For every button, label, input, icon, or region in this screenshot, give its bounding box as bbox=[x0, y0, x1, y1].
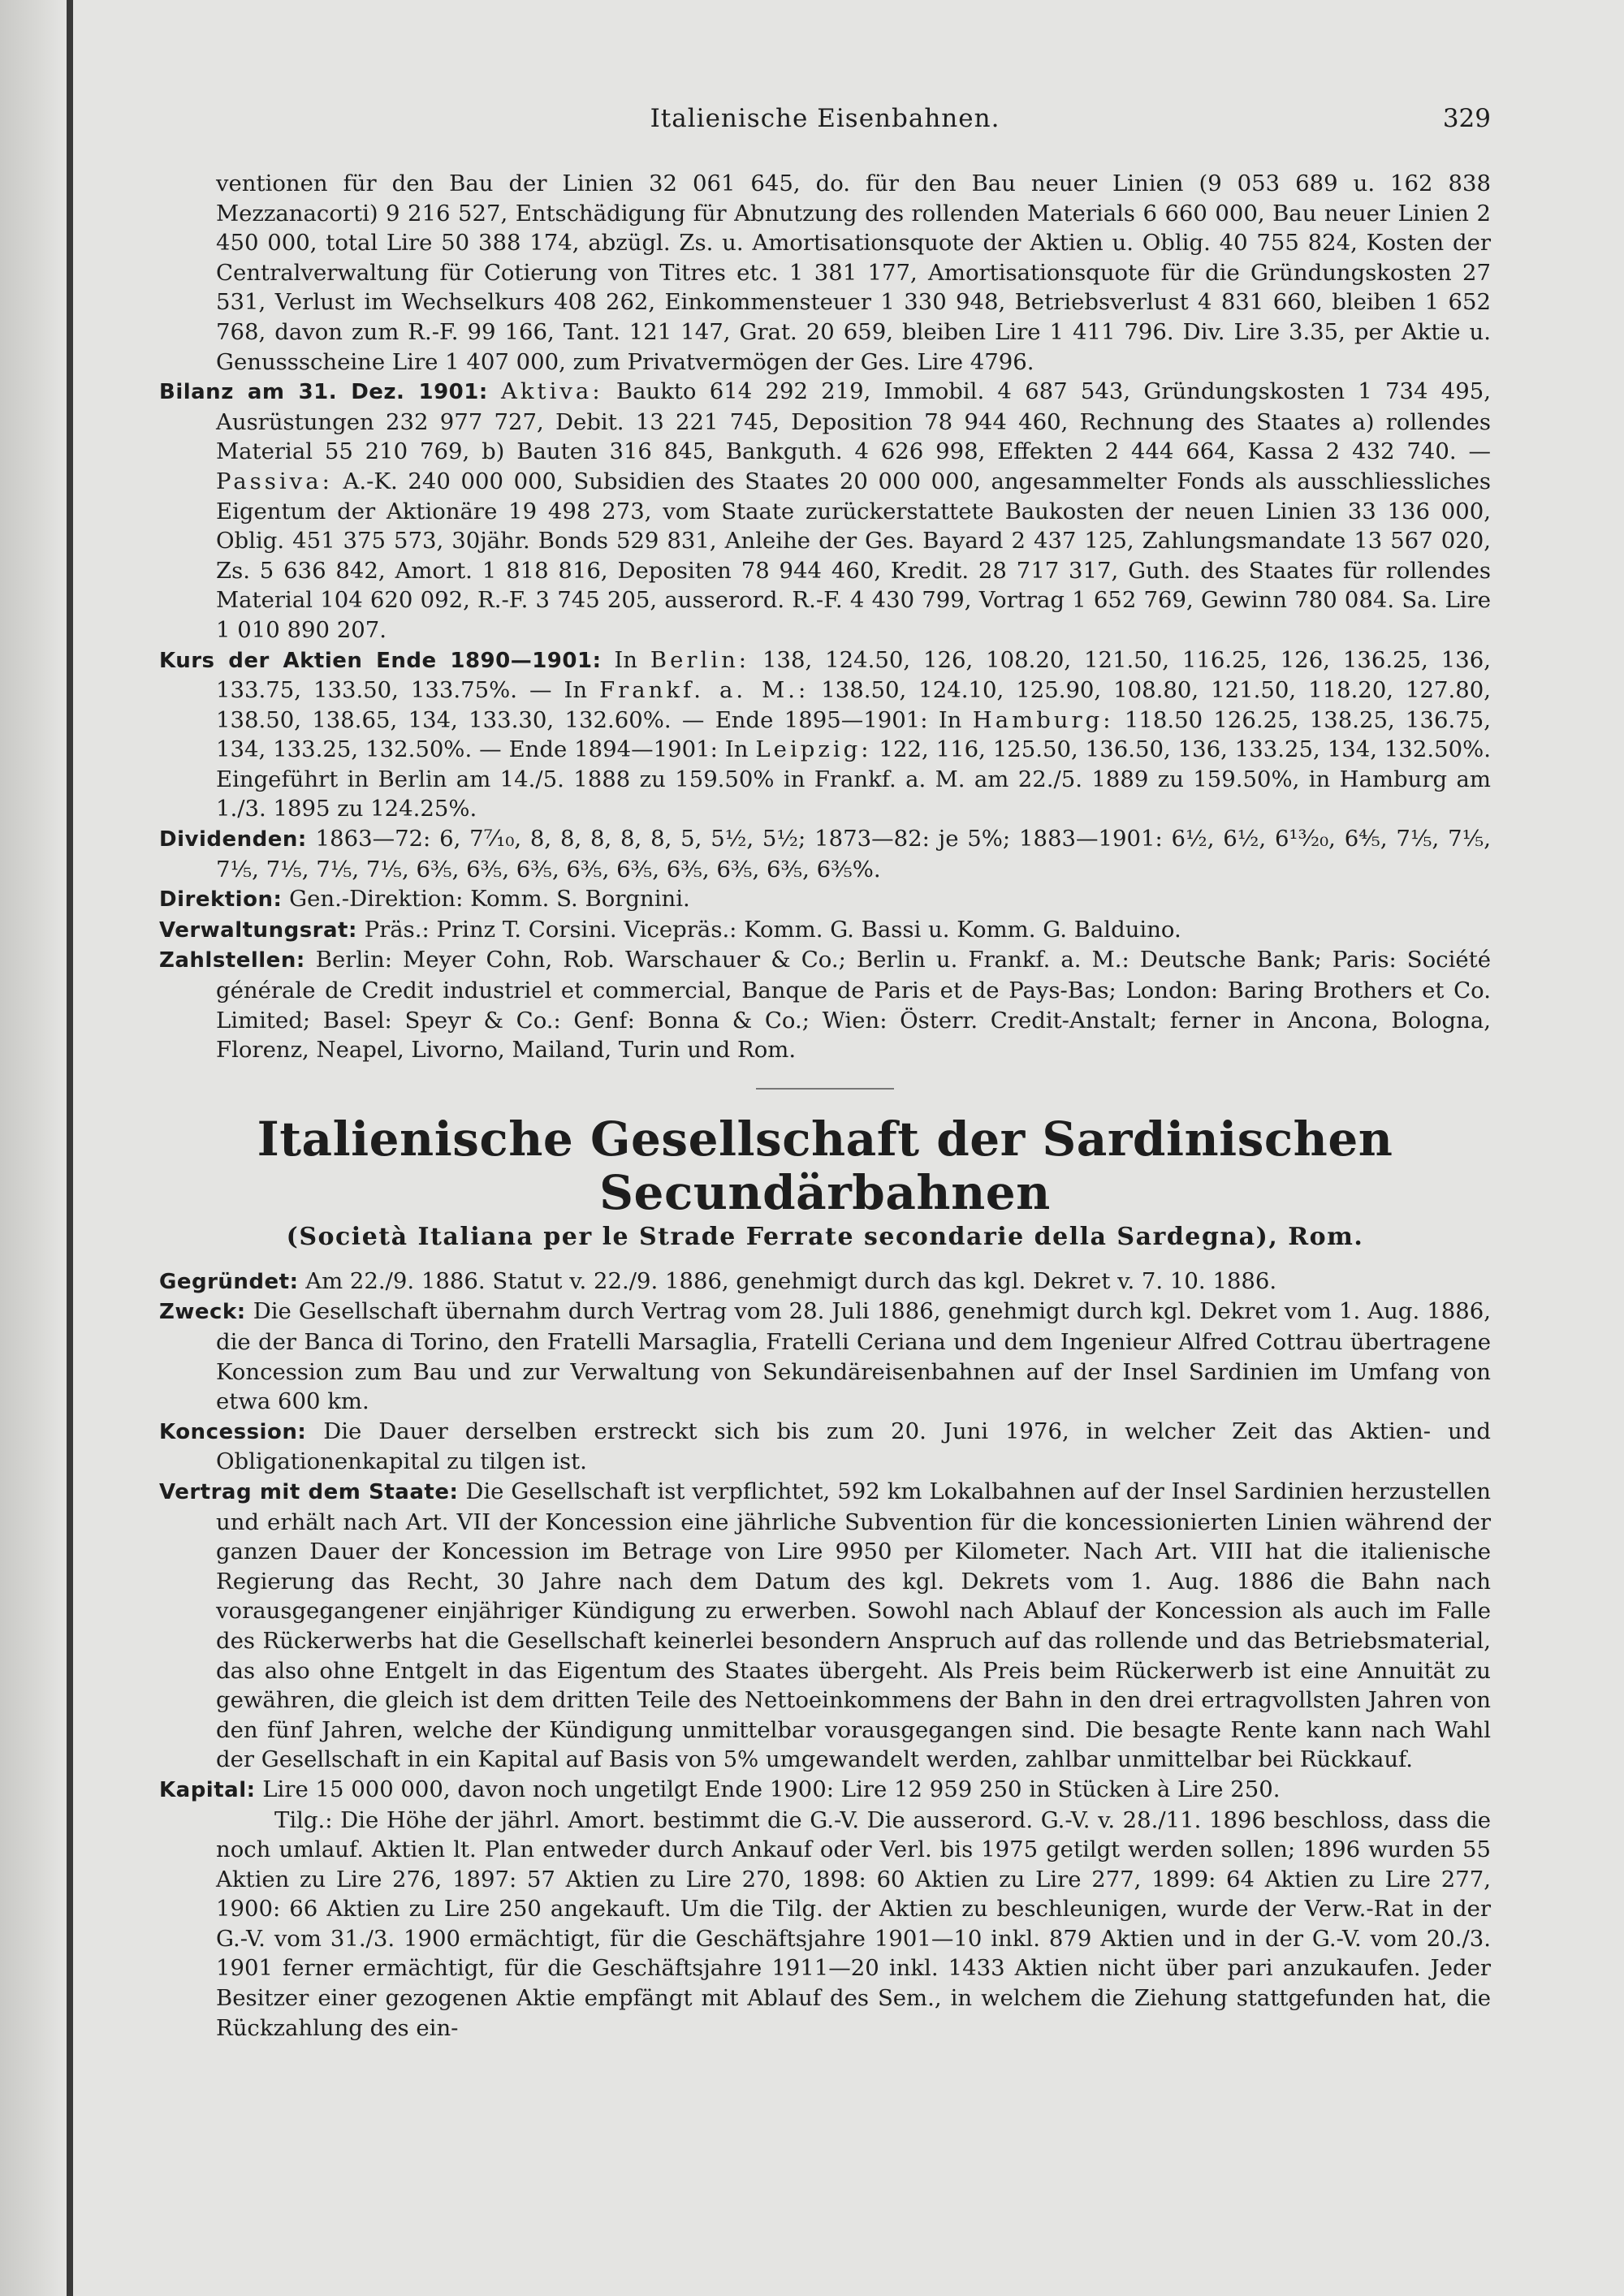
koncession-text: Die Dauer derselben erstreckt sich bis zum 20. Juni 1976, in welcher Zeit das Aktien- und Obligationenkapital zu tilgen ist. bbox=[216, 1418, 1491, 1475]
gegruendet-label: Gegründet: bbox=[159, 1269, 299, 1294]
zahlstellen-text: Berlin: Meyer Cohn, Rob. Warschauer & Co.; Berlin u. Frankf. a. M.: Deutsche Bank; Paris: Société générale de Credit industriel et commercial, Banque de Paris et de Pays-Bas; London: Baring Brothers et Co. Limited; Basel: Speyr & Co.: Genf: Bonna & Co.; Wien: Österr. Credit-Anstalt; ferner in Ancona, Bologna, Florenz, Neapel, Livorno, Mailand, Turin und Rom. bbox=[216, 947, 1491, 1064]
dividenden-entry bbox=[159, 824, 1491, 884]
tilgung-entry bbox=[159, 1806, 1491, 2044]
passiva-label: Passiva: bbox=[216, 468, 333, 494]
zahlstellen-label: Zahlstellen: bbox=[159, 948, 305, 973]
kurs-hamburg-values: 118.50 126.25, 138.25, 136.75, 134, 133.25, 132.50%. — Ende 1894—1901: bbox=[216, 706, 1492, 763]
zweck-entry bbox=[159, 1297, 1491, 1416]
aktiva-label: Aktiva: bbox=[501, 378, 603, 405]
zahlstellen-entry bbox=[159, 945, 1491, 1064]
koncession-label: Koncession: bbox=[159, 1419, 307, 1444]
bilanz-entry bbox=[159, 377, 1491, 645]
revenue-continuation: ventionen für den Bau der Linien 32 061 645, do. für den Bau neuer Linien (9 053 689 u. 162 838 Mezzanacorti) 9 216 527, Entschädigung für Abnutzung des rollenden Materials 6 660 000, Bau neuer Linien 2 450 000, total Lire 50 388 174, abzügl. Zs. u. Amortisationsquote der Aktien u. Oblig. 40 755 824, Kosten der Centralverwaltung für Cotierung von Titres etc. 1 381 177, Amortisationsquote für die Gründungskosten 27 531, Verlust im Wechselkurs 408 262, Einkommensteuer 1 330 948, Betriebsverlust 4 831 660, bleiben 1 652 768, davon zum R.-F. 99 166, Tant. 121 147, Grat. 20 659, bleiben Lire 1 411 796. Div. Lire 3.35, per Aktie u. Genussscheine Lire 1 407 000, zum Privatvermögen der Ges. Lire 4796. bbox=[216, 170, 1491, 375]
kurs-leipzig-label: Leipzig: bbox=[755, 736, 872, 763]
company-subtitle: (Società Italiana per le Strade Ferrate secondarie della Sardegna), Rom. bbox=[286, 1222, 1364, 1251]
kapital-entry bbox=[159, 1775, 1491, 1806]
kurs-berlin-label: Berlin: bbox=[650, 646, 750, 673]
vertrag-text: Die Gesellschaft ist verpflichtet, 592 km Lokalbahnen auf der Insel Sardinien herzustellen und erhält nach Art. VII der Koncession eine jährliche Subvention für die koncessionierten Linien während der ganzen Dauer der Koncession im Betrage von Lire 9950 per Kilometer. Nach Art. VIII hat die italienische Regierung das Recht, 30 Jahre nach dem Datum des kgl. Dekrets vom 1. Aug. 1886 die Bahn nach vorausgegangener einjähriger Kündigung zu erwerben. Sowohl nach Ablauf der Koncession als auch im Falle des Rückerwerbs hat die Gesellschaft keinerlei besondern Anspruch auf das rollende und das Betriebsmaterial, das also ohne Entgelt in das Eigentum des Staates übergeht. Als Preis beim Rückerwerb ist eine Annuität zu gewähren, die gleich ist dem dritten Teile des Nettoeinkommens der Bahn in den drei ertragvollsten Jahren von den fünf Jahren, welche der Kündigung unmittelbar vorausgegangen sind. Die besagte Rente kann nach Wahl der Gesellschaft in ein Kapital auf Basis von 5% umgewandelt werden, zahlbar unmittelbar bei Rückkauf. bbox=[216, 1478, 1491, 1773]
vertrag-label: Vertrag mit dem Staate: bbox=[159, 1479, 459, 1504]
kurs-hamburg-label: Hamburg: bbox=[972, 706, 1114, 733]
bilanz-passiva-text: A.-K. 240 000 000, Subsidien des Staates 20 000 000, angesammelter Fonds als ausschliessliches Eigentum der Aktionäre 19 498 273, vom Staate zurückerstattete Baukosten der neuen Linien 33 136 000, Oblig. 451 375 573, 30jähr. Bonds 529 831, Anleihe der Ges. Bayard 2 437 125, Zahlungsmandate 13 567 020, Zs. 5 636 842, Amort. 1 818 816, Depositen 78 944 460, Kredit. 28 717 317, Guth. des Staates für rollendes Material 104 620 092, R.-F. 3 745 205, ausserord. R.-F. 4 430 799, Vortrag 1 652 769, Gewinn 780 084. Sa. Lire 1 010 890 207. bbox=[216, 468, 1492, 643]
kurs-leipzig-values: 122, 116, 125.50, 136.50, 136, 133.25, 134, 132.50%. Eingeführt in Berlin am 14./5. 1888 zu 159.50% in Frankf. a. M. am 22./5. 1889 zu 159.50%, in Hamburg am 1./3. 1895 zu 124.25%. bbox=[216, 736, 1491, 822]
kapital-text: Lire 15 000 000, davon noch ungetilgt Ende 1900: Lire 12 959 250 in Stücken à Lire 250. bbox=[262, 1776, 1281, 1802]
zweck-label: Zweck: bbox=[159, 1300, 246, 1325]
section-divider bbox=[756, 1088, 894, 1090]
bilanz-aktiva-text: Baukto 614 292 219, Immobil. 4 687 543, Gründungskosten 1 734 495, Ausrüstungen 232 977 727, Debit. 13 221 745, Deposition 78 944 460, Rechnung des Staates a) rollendes Material 55 210 769, b) Bauten 316 845, Bankguth. 4 626 998, Effekten 2 444 664, Kassa 2 432 740. — bbox=[216, 378, 1492, 465]
kurs-frankfurt-label: Frankf. a. M.: bbox=[599, 677, 810, 704]
tilgung-text: Die Höhe der jährl. Amort. bestimmt die G.-V. Die ausserord. G.-V. v. 28./11. 1896 beschloss, dass die noch umlauf. Aktien lt. Plan entweder durch Ankauf oder Verl. bis 1975 getilgt werden sollen; 1896 wurden 55 Aktien zu Lire 276, 1897: 57 Aktien zu Lire 270, 1898: 60 Aktien zu Lire 277, 1899: 64 Aktien zu Lire 277, 1900: 66 Aktien zu Lire 250 angekauft. Um die Tilg. der Aktien zu beschleunigen, wurde der Verw.-Rat in der G.-V. vom 31./3. 1900 ermächtigt, für die Geschäftsjahre 1901—10 inkl. 879 Aktien und in der G.-V. vom 20./3. 1901 ferner ermächtigt, für die Geschäftsjahre 1911—20 inkl. 1433 Aktien nicht über pari anzukaufen. Jeder Besitzer einer gezogenen Aktie empfängt mit Ablauf des Sem., in welchem die Ziehung stattgefunden hat, die Rückzahlung des ein- bbox=[216, 1806, 1491, 2041]
company-title: Italienische Gesellschaft der Sardinischen Secundärbahnen bbox=[257, 1111, 1393, 1220]
koncession-entry bbox=[159, 1417, 1491, 1477]
page-number: 329 bbox=[1442, 104, 1491, 133]
dividenden-label: Dividenden: bbox=[159, 827, 307, 852]
page-header bbox=[159, 104, 1491, 136]
kurs-entry: Kurs der Aktien Ende 1890—1901: In Berlin: 138, 124.50, 126, 108.20, 121.50, 116.25, 126, 136.25, 136, 133.75, 133.50, 133.75%. — In Frankf. a. M.: 138.50, 124.10, 125.90, 108.80, 121.50, 118.20, 127.80, 138.50, 138.65, 134, 133.30, 132.60%. — Ende 1895—1901: In Hamburg: 118.50 126.25, 138.25, 136.75, 134, 133.25, 132.50%. — Ende 1894—1901: In Leipzig: 122, 116, 125.50, 136.50, 136, 133.25, 134, 132.50%. Eingeführt in Berlin am 14./5. 1888 zu 159.50% in Frankf. a. M. am 22./5. 1889 zu 159.50%, in Hamburg am 1./3. 1895 zu 124.25%. bbox=[159, 646, 1492, 822]
verwaltungsrat-label: Verwaltungsrat: bbox=[159, 917, 357, 943]
kurs-frankfurt-values: 138.50, 124.10, 125.90, 108.80, 121.50, 118.20, 127.80, 138.50, 138.65, 134, 133.30, 132.60%. — Ende 1895—1901: bbox=[216, 677, 1491, 733]
kurs-berlin-values: 138, 124.50, 126, 108.20, 121.50, 116.25, 126, 136.25, 136, 133.75, 133.50, 133.75%. — bbox=[216, 646, 1492, 704]
direktion-label: Direktion: bbox=[159, 887, 283, 913]
gegruendet-text: Am 22./9. 1886. Statut v. 22./9. 1886, genehmigt durch das kgl. Dekret v. 7. 10. 1886. bbox=[305, 1267, 1277, 1294]
direktion-entry bbox=[159, 884, 1491, 915]
verwaltungsrat-entry bbox=[159, 915, 1491, 946]
running-title: Italienische Eisenbahnen. bbox=[650, 104, 1000, 133]
kurs-label: Kurs der Aktien Ende 1890—1901: bbox=[159, 648, 602, 673]
scan-margin bbox=[0, 0, 63, 2296]
direktion-text: Gen.-Direktion: Komm. S. Borgnini. bbox=[289, 886, 690, 913]
vertrag-entry bbox=[159, 1477, 1491, 1775]
bilanz-label: Bilanz am 31. Dez. 1901: bbox=[159, 380, 488, 405]
verwaltungsrat-text: Präs.: Prinz T. Corsini. Vicepräs.: Komm. G. Bassi u. Komm. G. Balduino. bbox=[364, 916, 1181, 943]
page-content bbox=[159, 169, 1491, 2043]
gegruendet-entry bbox=[159, 1267, 1491, 1297]
kapital-label: Kapital: bbox=[159, 1777, 256, 1802]
binding-shadow bbox=[67, 0, 73, 2296]
tilgung-label: Tilg.: bbox=[274, 1806, 333, 1833]
zweck-text: Die Gesellschaft übernahm durch Vertrag vom 28. Juli 1886, genehmigt durch kgl. Dekret vom 1. Aug. 1886, die der Banca di Torino, den Fratelli Marsaglia, Fratelli Ceriana und dem Ingenieur Alfred Cottrau übertragene Koncession zum Bau und zur Verwaltung von Sekundäreisenbahnen auf der Insel Sardinien im Umfang von etwa 600 km. bbox=[216, 1298, 1491, 1415]
dividenden-text: 1863—72: 6, 7⁷⁄₁₀, 8, 8, 8, 8, 8, 5, 5½, 5½; 1873—82: je 5%; 1883—1901: 6½, 6½, 6¹³⁄₂₀, 6⁴⁄₅, 7⅕, 7⅕, 7⅕, 7⅕, 7⅕, 7⅕, 6⅗, 6⅗, 6⅗, 6⅗, 6⅗, 6⅗, 6⅗, 6⅗, 6⅗%. bbox=[216, 826, 1491, 883]
